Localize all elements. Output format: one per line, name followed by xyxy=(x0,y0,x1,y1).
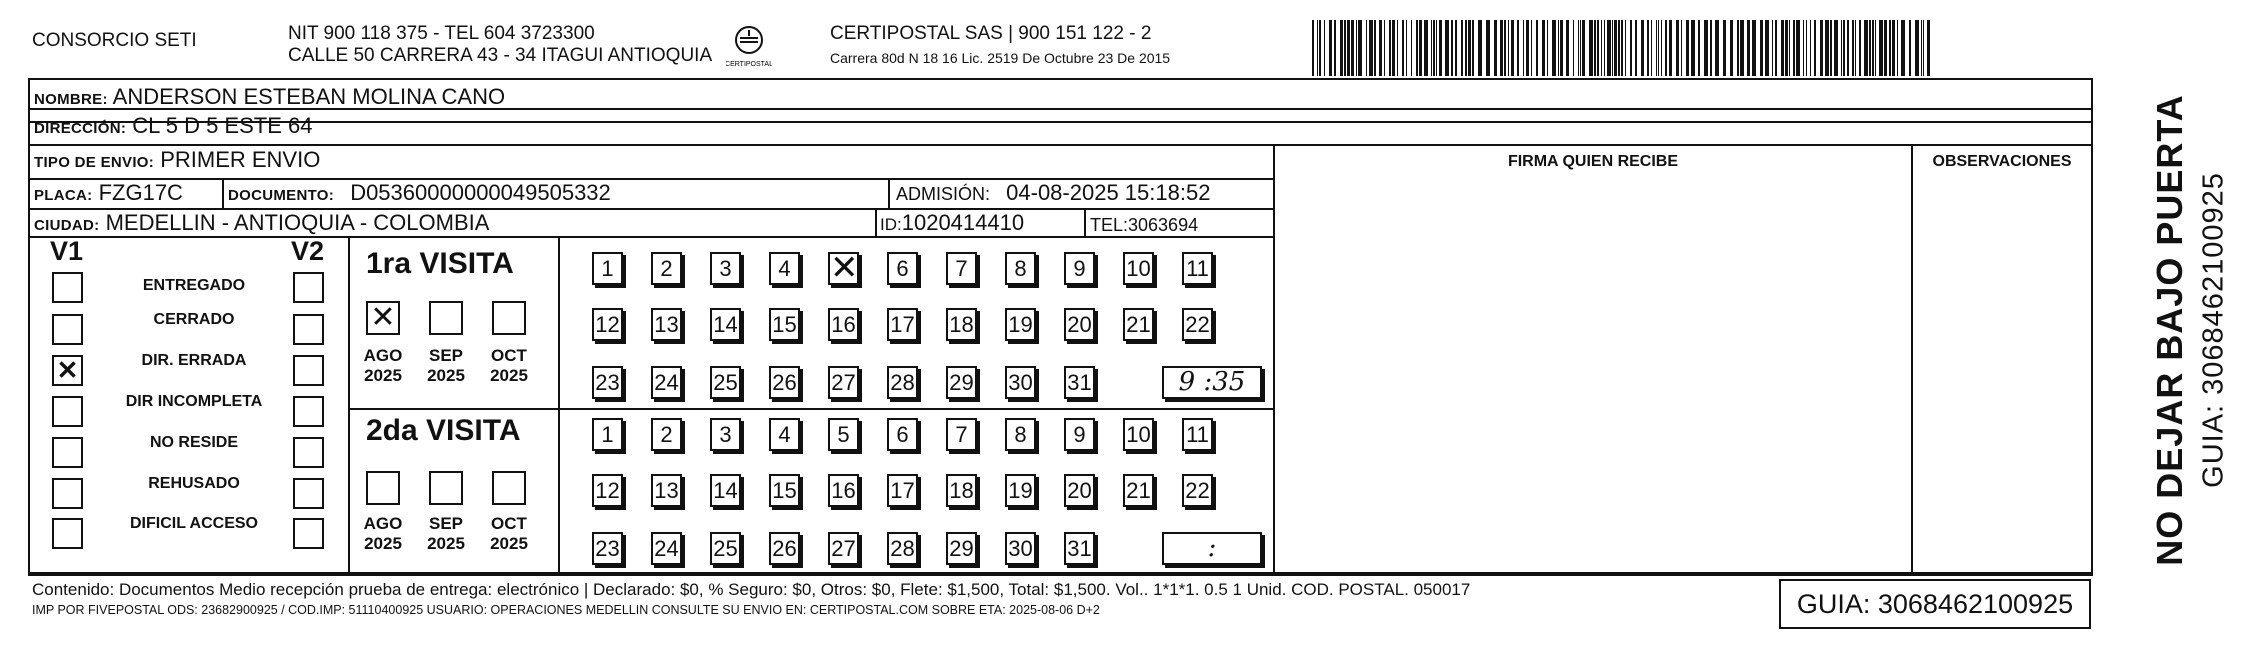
status-option-label: NO RESIDE xyxy=(149,434,238,451)
status-option-label: DIR INCOMPLETA xyxy=(125,393,263,410)
month-name: OCT xyxy=(491,346,527,365)
documento-field xyxy=(228,181,611,208)
logo-text: CERTIPOSTAL xyxy=(726,61,772,68)
observaciones-header: OBSERVACIONES xyxy=(1932,153,2072,170)
admision-label: ADMISIÓN: xyxy=(896,184,991,204)
month-name: AGO xyxy=(363,514,403,533)
address-line: CALLE 50 CARRERA 43 - 34 ITAGUI ANTIOQUIA xyxy=(288,45,713,66)
visit1-day-29[interactable]: 29 xyxy=(946,366,977,399)
footer-guia: GUIA: 3068462100925 xyxy=(1779,579,2091,629)
firma-header: FIRMA QUIEN RECIBE xyxy=(1507,153,1679,170)
visit2-day-10[interactable]: 10 xyxy=(1123,418,1154,451)
month-year: 2025 xyxy=(490,534,528,553)
status-option-label: REHUSADO xyxy=(148,475,240,492)
tel-value: 3063694 xyxy=(1128,215,1199,235)
visit2-day-20[interactable]: 20 xyxy=(1064,474,1095,507)
visit1-day-21[interactable]: 21 xyxy=(1123,308,1154,341)
visit2-month-ago-checkbox[interactable] xyxy=(366,471,400,505)
v2-checkbox[interactable] xyxy=(293,437,324,468)
tel-label: TEL: xyxy=(1090,215,1129,235)
direccion-label: DIRECCIÓN: xyxy=(34,120,127,137)
visit2-day-5[interactable]: 5 xyxy=(828,418,859,451)
visit2-day-27[interactable]: 27 xyxy=(828,532,859,565)
visit2-day-7[interactable]: 7 xyxy=(946,418,977,451)
visit1-day-10[interactable]: 10 xyxy=(1123,252,1154,285)
status-option-label: ENTREGADO xyxy=(142,277,246,294)
ciudad-field xyxy=(34,211,489,238)
v1-checkbox[interactable]: ✕ xyxy=(52,355,83,386)
visit1-day-17[interactable]: 17 xyxy=(887,308,918,341)
visit1-month-label xyxy=(356,346,410,386)
visit2-day-25[interactable]: 25 xyxy=(710,532,741,565)
visit1-day-24[interactable]: 24 xyxy=(651,366,682,399)
v2-checkbox[interactable] xyxy=(293,518,324,549)
visit1-day-31[interactable]: 31 xyxy=(1064,366,1095,399)
visit1-day-19[interactable]: 19 xyxy=(1005,308,1036,341)
visit2-day-15[interactable]: 15 xyxy=(769,474,800,507)
visit2-day-19[interactable]: 19 xyxy=(1005,474,1036,507)
v1-checkbox[interactable] xyxy=(52,437,83,468)
v1-checkbox[interactable] xyxy=(52,272,83,303)
visit2-day-17[interactable]: 17 xyxy=(887,474,918,507)
visit2-day-14[interactable]: 14 xyxy=(710,474,741,507)
visit1-month-label xyxy=(419,346,473,386)
visit1-day-9[interactable]: 9 xyxy=(1064,252,1095,285)
v1-checkbox[interactable] xyxy=(52,518,83,549)
visit1-month-oct-checkbox[interactable] xyxy=(492,301,526,335)
footer-content: Contenido: Documentos Medio recepción prueba de entrega: electrónico | Declarado: $0, % Seguro: $0, Otros: $0, Flete: $1,500, Total: $1,500. Vol.. 1*1*1. 0.5 1 Unid. COD. POSTAL. 050017 xyxy=(32,580,1471,599)
no-dejar-warning: NO DEJAR BAJO PUERTA xyxy=(2149,94,2190,566)
id-field xyxy=(880,211,1024,237)
visit1-day-27[interactable]: 27 xyxy=(828,366,859,399)
admision-field xyxy=(896,181,1210,206)
month-name: OCT xyxy=(491,514,527,533)
visit2-day-11[interactable]: 11 xyxy=(1182,418,1213,451)
v2-checkbox[interactable] xyxy=(293,478,324,509)
visit1-day-28[interactable]: 28 xyxy=(887,366,918,399)
visit1-day-20[interactable]: 20 xyxy=(1064,308,1095,341)
visit2-day-23[interactable]: 23 xyxy=(592,532,623,565)
visit1-day-26[interactable]: 26 xyxy=(769,366,800,399)
nit-line: NIT 900 118 375 - TEL 604 3723300 xyxy=(288,23,595,44)
v1-header: V1 xyxy=(50,236,84,266)
direccion-field xyxy=(34,114,312,141)
visit2-month-oct-checkbox[interactable] xyxy=(492,471,526,505)
visit1-day-30[interactable]: 30 xyxy=(1005,366,1036,399)
visit1-day-14[interactable]: 14 xyxy=(710,308,741,341)
visit2-day-12[interactable]: 12 xyxy=(592,474,623,507)
tipo-envio-value: PRIMER ENVIO xyxy=(160,147,321,172)
documento-label: DOCUMENTO: xyxy=(228,187,335,204)
visit2-day-24[interactable]: 24 xyxy=(651,532,682,565)
tipo-envio-label: TIPO DE ENVIO: xyxy=(34,154,155,171)
visit1-day-7[interactable]: 7 xyxy=(946,252,977,285)
v1-checkbox[interactable] xyxy=(52,478,83,509)
month-year: 2025 xyxy=(490,366,528,385)
visit1-day-1[interactable]: 1 xyxy=(592,252,623,285)
visit1-time-field[interactable]: 9 :35 xyxy=(1162,366,1262,399)
v2-checkbox[interactable] xyxy=(293,272,324,303)
visit1-day-8[interactable]: 8 xyxy=(1005,252,1036,285)
visit1-month-sep-checkbox[interactable] xyxy=(429,301,463,335)
v2-checkbox[interactable] xyxy=(293,355,324,386)
visit2-day-2[interactable]: 2 xyxy=(651,418,682,451)
v1-checkbox[interactable] xyxy=(52,396,83,427)
visit2-month-label xyxy=(356,514,410,554)
tel-field xyxy=(1090,213,1198,237)
visit2-day-31[interactable]: 31 xyxy=(1064,532,1095,565)
visit2-day-6[interactable]: 6 xyxy=(887,418,918,451)
side-guia: GUIA: 3068462100925 xyxy=(2197,172,2230,488)
month-name: SEP xyxy=(428,346,464,365)
placa-value: FZG17C xyxy=(98,180,183,205)
visit1-day-13[interactable]: 13 xyxy=(651,308,682,341)
nombre-value: ANDERSON ESTEBAN MOLINA CANO xyxy=(112,84,506,109)
nombre-field xyxy=(34,85,505,112)
certipostal-line: CERTIPOSTAL SAS | 900 151 122 - 2 xyxy=(830,23,1152,44)
visit1-month-ago-checkbox[interactable]: ✕ xyxy=(366,301,400,335)
license-line: Carrera 80d N 18 16 Lic. 2519 De Octubre 23 De 2015 xyxy=(830,50,1171,66)
visit1-month-label xyxy=(482,346,536,386)
month-year: 2025 xyxy=(364,534,402,553)
month-year: 2025 xyxy=(427,534,465,553)
nombre-label: NOMBRE: xyxy=(34,91,108,108)
v2-checkbox[interactable] xyxy=(293,396,324,427)
admision-value: 04-08-2025 15:18:52 xyxy=(1006,180,1211,205)
visit2-day-9[interactable]: 9 xyxy=(1064,418,1095,451)
month-year: 2025 xyxy=(427,366,465,385)
visit1-day-5[interactable]: ✕ xyxy=(830,249,859,287)
visit2-month-label xyxy=(419,514,473,554)
status-option-label: CERRADO xyxy=(153,311,235,328)
visit2-month-label xyxy=(482,514,536,554)
visit1-day-3[interactable]: 3 xyxy=(710,252,741,285)
visit2-day-21[interactable]: 21 xyxy=(1123,474,1154,507)
visit2-day-16[interactable]: 16 xyxy=(828,474,859,507)
status-option-label: DIFICIL ACCESO xyxy=(129,515,258,532)
visit1-day-6[interactable]: 6 xyxy=(887,252,918,285)
direccion-value: CL 5 D 5 ESTE 64 xyxy=(132,113,313,138)
barcode xyxy=(1312,20,1934,76)
visit2-day-13[interactable]: 13 xyxy=(651,474,682,507)
visit1-day-18[interactable]: 18 xyxy=(946,308,977,341)
footer-print-info: IMP POR FIVEPOSTAL ODS: 23682900925 / COD.IMP: 51110400925 USUARIO: OPERACIONES MEDELLIN CONSULTE SU ENVIO EN: CERTIPOSTAL.COM SOBRE ETA: 2025-08-06 D+2 xyxy=(32,603,1100,617)
visit1-day-15[interactable]: 15 xyxy=(769,308,800,341)
visit2-title: 2da VISITA xyxy=(366,414,521,447)
certipostal-logo xyxy=(726,24,772,70)
documento-value: D05360000000049505332 xyxy=(350,180,611,205)
v1-checkbox[interactable] xyxy=(52,314,83,345)
visit1-day-12[interactable]: 12 xyxy=(592,308,623,341)
v2-header: V2 xyxy=(291,236,325,266)
month-year: 2025 xyxy=(364,366,402,385)
month-name: AGO xyxy=(363,346,403,365)
visit2-day-26[interactable]: 26 xyxy=(769,532,800,565)
v2-checkbox[interactable] xyxy=(293,314,324,345)
visit2-day-3[interactable]: 3 xyxy=(710,418,741,451)
visit2-time-field[interactable]: : xyxy=(1162,532,1262,565)
id-value: 1020414410 xyxy=(901,210,1025,235)
status-option-label: DIR. ERRADA xyxy=(141,352,247,369)
visit1-day-16[interactable]: 16 xyxy=(828,308,859,341)
visit2-month-sep-checkbox[interactable] xyxy=(429,471,463,505)
visit2-day-1[interactable]: 1 xyxy=(592,418,623,451)
visit1-day-11[interactable]: 11 xyxy=(1182,252,1213,285)
visit2-day-28[interactable]: 28 xyxy=(887,532,918,565)
ciudad-value: MEDELLIN - ANTIOQUIA - COLOMBIA xyxy=(105,210,490,235)
visit2-day-18[interactable]: 18 xyxy=(946,474,977,507)
ciudad-label: CIUDAD: xyxy=(34,217,100,234)
visit2-day-22[interactable]: 22 xyxy=(1182,474,1213,507)
visit2-day-4[interactable]: 4 xyxy=(769,418,800,451)
visit1-title: 1ra VISITA xyxy=(366,247,514,280)
visit2-day-30[interactable]: 30 xyxy=(1005,532,1036,565)
company-name: CONSORCIO SETI xyxy=(32,30,197,51)
visit1-day-23[interactable]: 23 xyxy=(592,366,623,399)
placa-field xyxy=(34,181,183,208)
month-name: SEP xyxy=(428,514,464,533)
visit2-day-29[interactable]: 29 xyxy=(946,532,977,565)
placa-label: PLACA: xyxy=(34,187,93,204)
tipo-envio-field xyxy=(34,148,320,175)
visit2-day-8[interactable]: 8 xyxy=(1005,418,1036,451)
id-label: ID: xyxy=(880,215,902,234)
visit1-day-22[interactable]: 22 xyxy=(1182,308,1213,341)
visit1-day-4[interactable]: 4 xyxy=(769,252,800,285)
visit1-day-25[interactable]: 25 xyxy=(710,366,741,399)
visit1-day-2[interactable]: 2 xyxy=(651,252,682,285)
